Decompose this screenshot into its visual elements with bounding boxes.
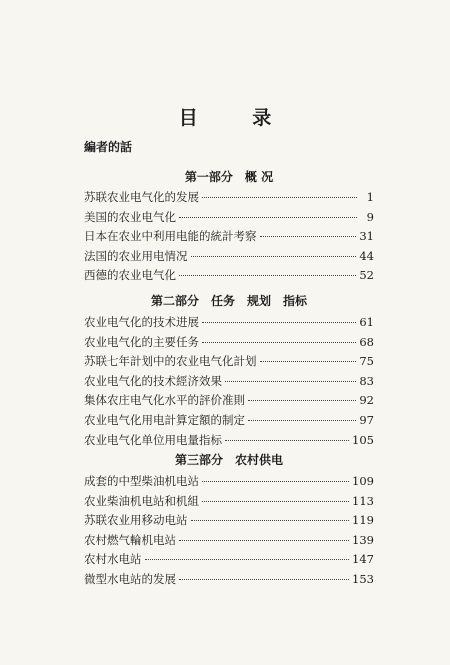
toc-entry[interactable]: 农业电气化用电計算定額的制定 97 [84, 412, 374, 427]
leader-dots [179, 540, 349, 541]
page-number: 31 [359, 229, 374, 244]
leader-dots [202, 481, 349, 482]
leader-dots [145, 559, 350, 560]
toc-entry[interactable]: 农业电气化的技术进展 61 [84, 315, 374, 329]
leader-dots [260, 361, 357, 362]
page-number: 153 [352, 571, 374, 586]
part-heading: 第一部分 概 况 [184, 170, 274, 184]
toc-entry[interactable]: 微型水电站的发展 153 [84, 571, 374, 586]
toc-section-2 [84, 314, 374, 451]
toc-entry[interactable]: 法国的农业用电情况 44 [84, 248, 374, 263]
page-number: 1 [366, 190, 374, 204]
leader-dots [179, 275, 356, 276]
page-number: 9 [366, 209, 374, 224]
leader-dots [225, 381, 356, 382]
leader-dots [260, 236, 357, 237]
page-title: 目 录 [178, 107, 296, 129]
toc-entry[interactable]: 农村燃气輪机电站 139 [84, 532, 374, 547]
page-number: 83 [359, 373, 374, 388]
toc-entry[interactable]: 苏联七年計划中的农业电气化計划 75 [84, 354, 374, 369]
leader-dots [202, 342, 356, 343]
toc-section-3 [84, 473, 374, 591]
page-number: 147 [352, 552, 374, 567]
toc-entry[interactable]: 成套的中型柴油机电站 109 [84, 474, 374, 488]
page-number: 97 [359, 412, 374, 427]
toc-section-1 [84, 189, 374, 287]
toc-entry[interactable]: 日本在农业中利用电能的統計考察 31 [84, 229, 374, 244]
toc-entry[interactable]: 农业电气化的技术經济效果 83 [84, 373, 374, 388]
toc-entry[interactable]: 美国的农业电气化 9 [84, 209, 374, 224]
page-number: 75 [359, 354, 374, 369]
page-number: 61 [359, 315, 374, 329]
toc-entry[interactable]: 苏联农业电气化的发展 1 [84, 190, 374, 204]
toc-entry[interactable]: 农业电气化的主要任务 68 [84, 334, 374, 349]
part-heading: 第三部分 农村供电 [174, 453, 283, 467]
page-number: 119 [352, 513, 374, 528]
page-number: 105 [352, 432, 374, 447]
leader-dots [191, 256, 357, 257]
leader-dots [248, 420, 356, 421]
toc-entry[interactable]: 农业电气化单位用电量指标 105 [84, 432, 374, 447]
part-heading: 第二部分 任务 规划 指标 [150, 294, 307, 308]
toc-entry[interactable]: 西德的农业电气化 52 [84, 268, 374, 283]
leader-dots [179, 217, 357, 218]
toc-entry[interactable]: 农业柴油机电站和机組 113 [84, 493, 374, 508]
leader-dots [202, 501, 349, 502]
page-number: 68 [359, 334, 374, 349]
page-number: 92 [359, 393, 374, 408]
toc-entry[interactable]: 苏联农业用移动电站 119 [84, 513, 374, 528]
leader-dots [225, 440, 349, 441]
leader-dots [191, 520, 350, 521]
page-number: 109 [352, 474, 374, 488]
toc-entry[interactable]: 农村水电站 147 [84, 552, 374, 567]
toc-entry[interactable]: 集体农庄电气化水平的評价准則 92 [84, 393, 374, 408]
leader-dots [248, 400, 356, 401]
page-number: 113 [352, 493, 374, 508]
page-number: 139 [352, 532, 374, 547]
toc-editors-note[interactable]: 編者的話 [84, 140, 133, 154]
leader-dots [202, 197, 357, 198]
page-number: 52 [359, 268, 374, 283]
leader-dots [202, 322, 356, 323]
leader-dots [179, 579, 349, 580]
page-number: 44 [359, 248, 374, 263]
